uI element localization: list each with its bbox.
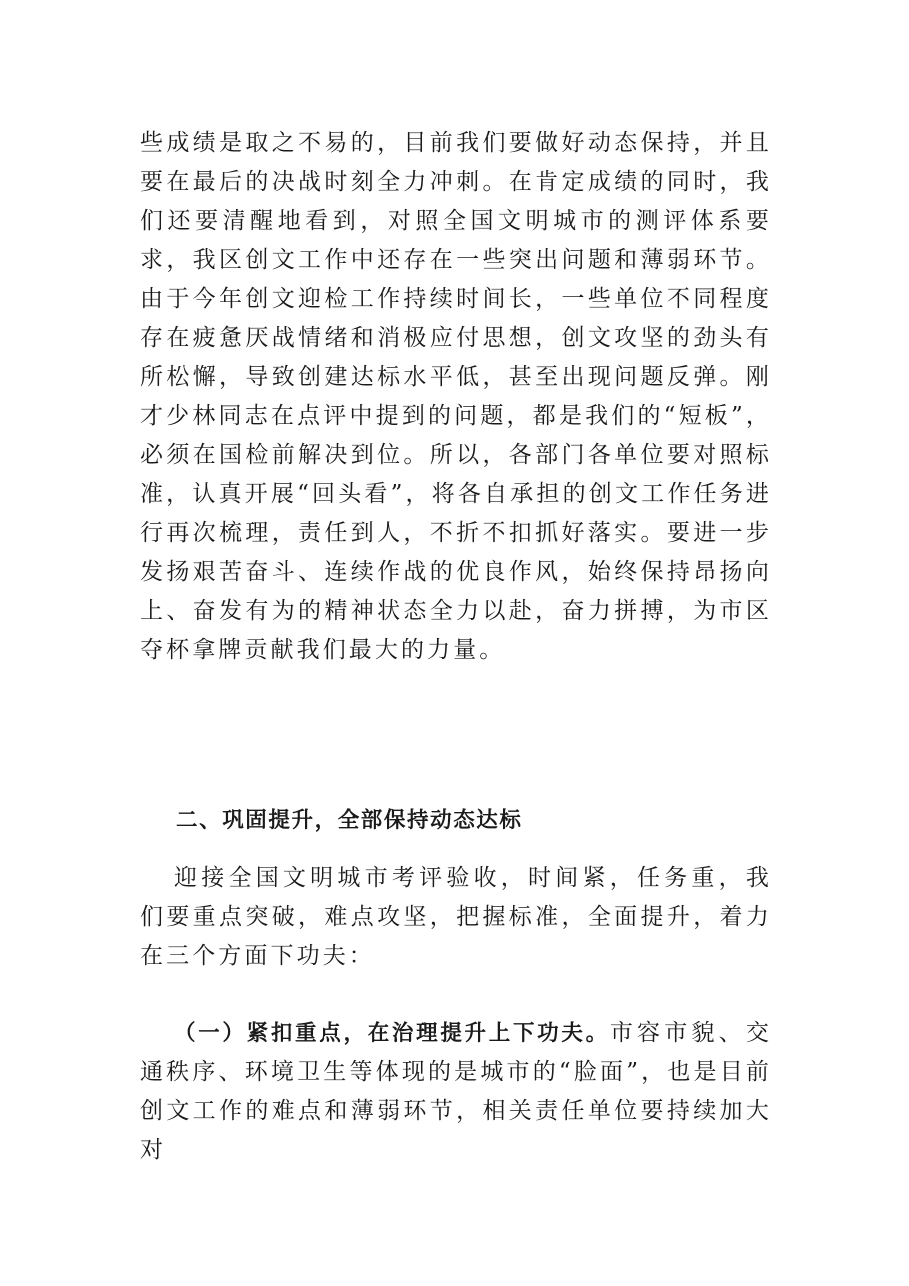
body-paragraph: 迎接全国文明城市考评验收，时间紧，任务重，我们要重点突破，难点攻坚，把握标准，全面提升，着力在三个方面下功夫： <box>140 865 772 969</box>
section-heading: 二、巩固提升，全部保持动态达标 <box>176 808 523 833</box>
paragraph-body-text: 市容市貌、交通秩序、环境卫生等体现的是城市的“脸面”，也是目前创文工作的难点和薄弱环节，相关责任单位要持续加大对 <box>140 1020 772 1163</box>
subsection-heading: （一）紧扣重点，在治理提升上下功夫。 <box>174 1021 610 1046</box>
body-paragraph: 些成绩是取之不易的，目前我们要做好动态保持，并且要在最后的决战时刻全力冲刺。在肯定成绩的同时，我们还要清醒地看到，对照全国文明城市的测评体系要求，我区创文工作中还存在一些突出问题和薄弱环节。由于今年创文迎检工作持续时间长，一些单位不同程度存在疲惫厌战情绪和消极应付思想，创文攻坚的劲头有所松懈，导致创建达标水平低，甚至出现问题反弹。刚才少林同志在点评中提到的问题，都是我们的“短板”，必须在国检前解决到位。所以，各部门各单位要对照标准，认真开展“回头看”，将各自承担的创文工作任务进行再次梳理，责任到人，不折不扣抓好落实。要进一步发扬艰苦奋斗、连续作战的优良作风，始终保持昂扬向上、奋发有为的精神状态全力以赴，奋力拼搏，为市区夺杯拿牌贡献我们最大的力量。 <box>140 130 772 663</box>
body-paragraph <box>140 1014 772 1170</box>
